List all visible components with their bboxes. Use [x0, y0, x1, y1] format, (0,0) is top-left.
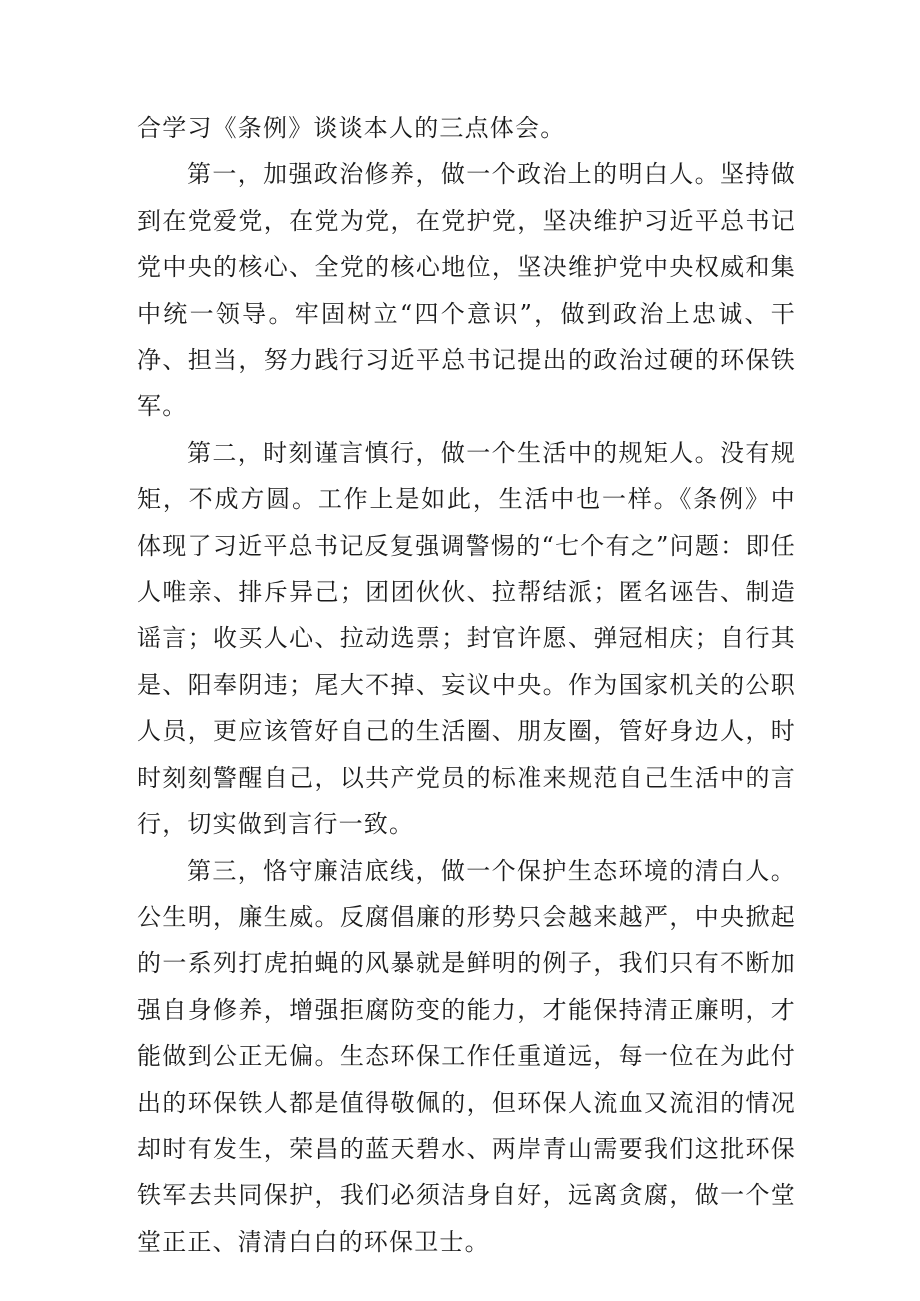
paragraph-point-one: 第一，加强政治修养，做一个政治上的明白人。坚持做到在党爱党，在党为党，在党护党，坚决维护习近平总书记党中央的核心、全党的核心地位，坚决维护党中央权威和集中统一领导。牢固树立“四个意识”，做到政治上忠诚、干净、担当，努力践行习近平总书记提出的政治过硬的环保铁军。 [137, 160, 796, 421]
paragraph-continuation: 合学习《条例》谈谈本人的三点体会。 [137, 114, 566, 142]
paragraph-point-two: 第二，时刻谨言慎行，做一个生活中的规矩人。没有规矩，不成方圆。工作上是如此，生活中也一样。《条例》中体现了习近平总书记反复强调警惕的“七个有之”问题：即任人唯亲、排斥异己；团团伙伙、拉帮结派；匿名诬告、制造谣言；收买人心、拉动选票；封官许愿、弹冠相庆；自行其是、阳奉阴违；尾大不掉、妄议中央。作为国家机关的公职人员，更应该管好自己的生活圈、朋友圈，管好身边人，时时刻刻警醒自己，以共产党员的标准来规范自己生活中的言行，切实做到言行一致。 [137, 438, 796, 839]
paragraph-point-three: 第三，恪守廉洁底线，做一个保护生态环境的清白人。公生明，廉生威。反腐倡廉的形势只会越来越严，中央掀起的一系列打虎拍蝇的风暴就是鲜明的例子，我们只有不断加强自身修养，增强拒腐防变的能力，才能保持清正廉明，才能做到公正无偏。生态环保工作任重道远，每一位在为此付出的环保铁人都是值得敬佩的，但环保人流血又流泪的情况却时有发生，荣昌的蓝天碧水、两岸青山需要我们这批环保铁军去共同保护，我们必须洁身自好，远离贪腐，做一个堂堂正正、清清白白的环保卫士。 [137, 856, 796, 1256]
